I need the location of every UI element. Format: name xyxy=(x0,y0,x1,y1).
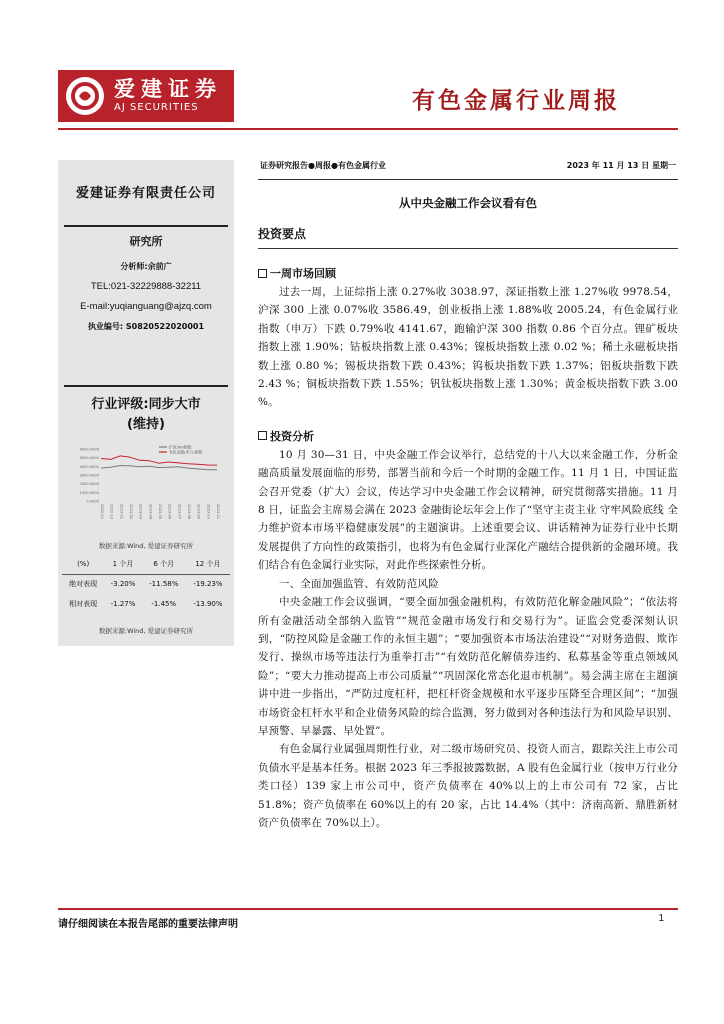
y-tick-label: 3000.0000 xyxy=(79,473,99,478)
table-header-cell: 6 个月 xyxy=(142,554,186,574)
sidebar-company: 爱建证券有限责任公司 xyxy=(75,186,216,201)
x-tick-label: 2023-02 xyxy=(129,504,133,520)
table-cell: -1.45% xyxy=(151,600,177,608)
analysis-heading xyxy=(258,428,678,444)
chart-source: 数据来源:Wind, 爱建证券研究所 xyxy=(98,542,194,550)
square-bullet-icon xyxy=(258,431,267,440)
document-title: 有色金属行业周报 xyxy=(412,88,620,114)
sidebar-divider xyxy=(64,225,228,227)
y-tick-label: 2000.0000 xyxy=(79,482,99,487)
table-cell: -11.58% xyxy=(149,580,179,589)
sidebar-tel: TEL:021-32229888-32211 xyxy=(90,281,202,292)
legend-label: 有色金属(申万)指数 xyxy=(169,449,203,455)
index-chart xyxy=(71,443,221,527)
table-cell: -19.23% xyxy=(193,580,223,589)
x-tick-label: 2023-11 xyxy=(216,504,220,520)
analysis-paragraph: 10 月 30—31 日，中央金融工作会议举行，总结党的十八大以来金融工作，分析金融高质量发展面临的形势，部署当前和今后一个时期的金融工作。11 月 1 日，中国证监会召开党委（扩大）会议，传达学习中央金融工作会议精神，研究贯彻落实措施。11 月 8 日，证监会主席易会满在 2023 金融街论坛年会上作了“坚守主责主业 守牢风险底线 全力维护资本市场平稳健康发展”的主题演讲。上述重要会议、讲话精神为证券行业中长期发展提供了方向性的政策指引，也将为有色金属行业深化产融结合提供新的金融环境。我们结合有色金属行业实际，对此作些探索性分析。 xyxy=(258,448,678,572)
section-divider xyxy=(258,248,678,249)
sidebar-email[interactable]: E-mail:yuqianguang@ajzq.com xyxy=(80,301,212,312)
table-row xyxy=(62,574,230,594)
table-header-cell: (%) xyxy=(62,554,104,574)
report-tags: 证券研究报告●周报●有色金属行业 xyxy=(260,161,386,170)
y-tick-label: 4000.0000 xyxy=(79,464,99,469)
industry-rating-status: (维持) xyxy=(127,417,165,432)
key-points-heading: 投资要点 xyxy=(258,227,307,241)
table-cell: 绝对表现 xyxy=(69,580,98,589)
y-tick-label: 0.0000 xyxy=(86,499,99,504)
y-tick-label: 1000.0000 xyxy=(79,490,99,495)
x-tick-label: 2023-04 xyxy=(148,504,153,520)
x-tick-label: 2023-07 xyxy=(177,504,182,520)
x-tick-label: 2023-08 xyxy=(187,504,191,520)
sidebar-institute: 研究所 xyxy=(129,235,163,248)
analysis-title: 投资分析 xyxy=(270,429,314,443)
x-tick-label: 2022-12 xyxy=(109,504,114,520)
square-bullet-icon xyxy=(258,269,267,278)
series-line-0 xyxy=(101,466,217,470)
market-review-paragraph: 过去一周，上证综指上涨 0.27%收 3038.97，深证指数上涨 1.27%收 9978.54，沪深 300 上涨 0.07%收 3586.49，创业板指上涨 1.88%收 2005.24，有色金属行业指数（申万）下跌 0.79%收 4141.67，跑输沪深 300 指数 0.86 个百分点。锂矿板块指数上涨 1.90%；钴板块指数上涨 0.43%；镍板块指数上涨 0.02 %；稀土永磁板块指数上涨 0.80 %；锡板块指数下跌 0.43%；钨板块指数下跌 1.37%；铝板块指数下跌 2.43 %；铜板块指数下跌 1.55%；钒钛板块指数上涨 1.30%；黄金板块指数下跌 3.00 %。 xyxy=(258,286,678,409)
series-line-1 xyxy=(101,456,217,465)
table-cell: -3.20% xyxy=(110,580,136,589)
table-header-cell: 1 个月 xyxy=(104,554,141,574)
x-tick-label: 2023-05 xyxy=(158,504,162,520)
market-review-title: 一周市场回顾 xyxy=(270,267,336,280)
header-divider xyxy=(58,128,678,130)
footer-divider xyxy=(58,908,678,910)
analysis-subheading: 一、全面加强监管、有效防范风险 xyxy=(279,577,439,590)
logo-cn-text: 爱建证券 xyxy=(114,76,222,101)
legal-notice: 请仔细阅读在本报告尾部的重要法律声明 xyxy=(58,919,238,930)
table-cell: -1.27% xyxy=(110,600,136,608)
x-tick-label: 2023-06 xyxy=(167,504,172,520)
report-date: 2023 年 11 月 13 日 星期一 xyxy=(566,161,676,170)
sidebar-license: 执业编号: S0820522020001 xyxy=(87,322,205,331)
report-subtitle: 从中央金融工作会议看有色 xyxy=(399,196,537,210)
x-tick-label: 2023-10 xyxy=(206,504,211,520)
table-header-cell: 12 个月 xyxy=(186,554,230,574)
industry-rating: 行业评级:同步大市 xyxy=(91,397,201,412)
logo-en-text: AJ SECURITIES xyxy=(114,102,199,113)
table-row xyxy=(62,594,230,614)
table-cell: -13.90% xyxy=(193,600,223,608)
x-tick-label: 2022-11 xyxy=(100,504,104,520)
company-logo xyxy=(58,70,234,122)
x-tick-label: 2023-03 xyxy=(138,504,143,520)
meta-divider xyxy=(258,179,678,180)
logo-mark-icon xyxy=(66,77,104,115)
x-tick-label: 2023-09 xyxy=(196,504,201,520)
table-source: 数据来源:Wind, 爱建证券研究所 xyxy=(98,627,194,635)
performance-table xyxy=(62,554,230,614)
sidebar xyxy=(58,160,234,646)
table-header-row xyxy=(62,554,230,574)
analysis-paragraph: 中央金融工作会议强调，“要全面加强金融机构，有效防范化解金融风险”；“依法将所有金融活动全部纳入监管”“规范金融市场发行和交易行为”。证监会党委深刻认识到，“防控风险是金融工作的永恒主题”；“要加强资本市场法治建设”“对财务造假、欺诈发行、操纵市场等违法行为重拳打击”“有效防范化解债券违约、私募基金等重点领域风险”；“要大力推动提高上市公司质量”“巩固深化常态化退市机制”。易会满主席在主题演讲中进一步指出，“严防过度杠杆，把杠杆资金规模和水平逐步压降至合理区间”；“加强市场资金杠杆水平和企业债务风险的综合监测，努力做到对各种违法行为和风险早识别、早预警、早暴露、早处置”。 xyxy=(258,596,678,737)
analysis-paragraph: 有色金属行业属强周期性行业，对二级市场研究员、投资人而言，跟踪关注上市公司负债水平是基本任务。根据 2023 年三季报披露数据，A 股有色金属行业（按申万行业分类口径）139 家上市公司中，资产负债率在 40%以上的上市公司有 72 家，占比 51.8%；资产负债率在 60%以上的有 20 家，占比 14.4%（其中：济南高新、鼎胜新材资产负债率在 70%以上）。 xyxy=(258,743,678,829)
y-tick-label: 5000.0000 xyxy=(79,456,99,461)
sidebar-analyst: 分析师:余前广 xyxy=(120,262,172,271)
legend-label: 沪深300指数 xyxy=(169,444,192,450)
main-content xyxy=(258,160,678,832)
market-review-heading xyxy=(258,265,678,281)
table-cell: 相对表现 xyxy=(69,600,98,608)
page-number: 1 xyxy=(658,913,664,924)
report-meta xyxy=(258,160,678,171)
index-chart-svg xyxy=(71,443,221,527)
y-tick-label: 6000.0000 xyxy=(79,447,99,452)
x-tick-label: 2023-01 xyxy=(119,504,124,520)
